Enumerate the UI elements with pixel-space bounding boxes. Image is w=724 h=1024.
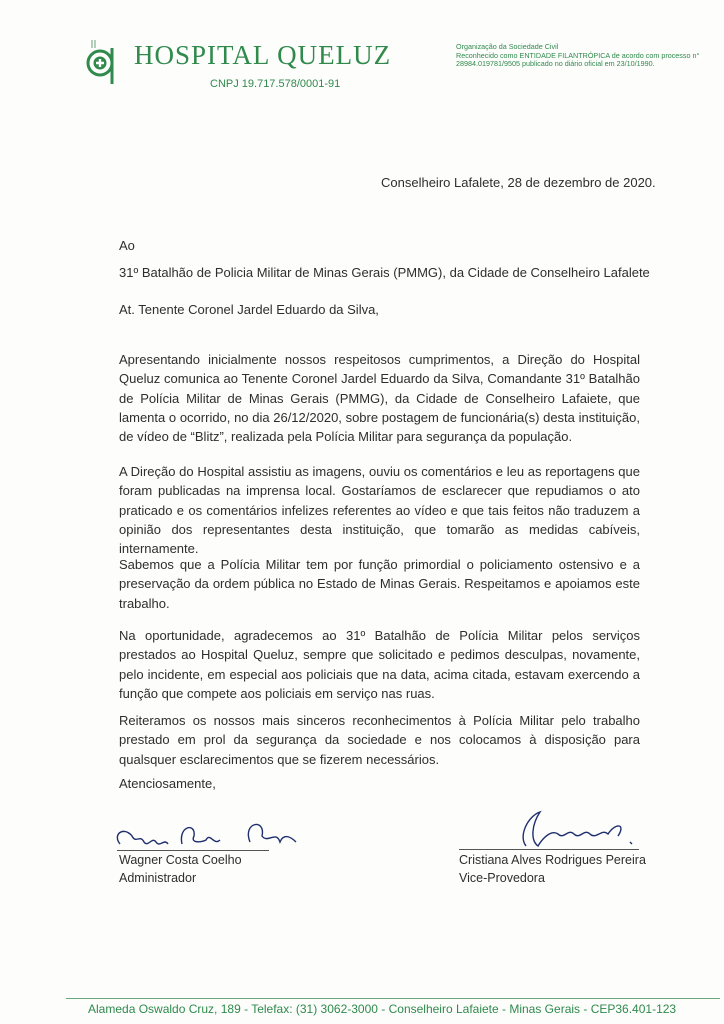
signature-cristiana — [508, 806, 648, 854]
footer-divider — [66, 998, 720, 999]
signer-name: Cristiana Alves Rodrigues Pereira — [459, 853, 646, 867]
closing: Atenciosamente, — [119, 776, 216, 791]
organization-info — [456, 43, 716, 69]
cnpj: CNPJ 19.717.578/0001-91 — [210, 78, 341, 90]
hospital-name: HOSPITAL QUELUZ — [134, 40, 392, 70]
date-line: Conselheiro Lafalete, 28 de dezembro de 2020. — [381, 175, 656, 190]
signer-role: Vice-Provedora — [459, 871, 545, 885]
salutation: Ao — [119, 238, 135, 253]
recipient: 31º Batalhão de Policia Militar de Minas Gerais (PMMG), da Cidade de Conselheiro Lafalete — [119, 265, 650, 280]
paragraph: A Direção do Hospital assistiu as imagens, ouviu os comentários e leu as reportagens que foram publicadas na imprensa local. Gostaríamos de esclarecer que repudiamos o ato praticado e os comentários infelizes referentes ao vídeo e que tais feitos não traduzem a opinião dos representantes desta instituição, que tomarão as medidas cabíveis, internamente. — [119, 464, 640, 557]
attention-line: At. Tenente Coronel Jardel Eduardo da Silva, — [119, 302, 379, 317]
paragraph: Reiteramos os nossos mais sinceros reconhecimentos à Polícia Militar pelo trabalho prestado em prol da segurança da sociedade e nos colocamos à disposição para qualsquer esclarecimentos que se fizerem necessários. — [119, 713, 640, 767]
paragraph: Sabemos que a Polícia Militar tem por função primordial o policiamento ostensivo e a preservação da ordem pública no Estado de Minas Gerais. Respeitamos e apoiamos este trabalho. — [119, 557, 640, 611]
signer-role: Administrador — [119, 871, 197, 885]
org-line: 28984.019781/9505 publicado no diário oficial em 23/10/1990. — [456, 59, 655, 68]
paragraph: Na oportunidade, agradecemos ao 31º Batalhão de Polícia Militar pelos serviços prestados ao Hospital Queluz, sempre que solicitado e pedimos desculpas, novamente, pelo incidente, em especial aos policiais que na data, acima citada, estavam exercendo a função que compete aos policiais em serviço nas ruas. — [119, 628, 640, 701]
footer-address: Alameda Oswaldo Cruz, 189 - Telefax: (31) 3062-3000 - Conselheiro Lafaiete - Minas Gerais - CEP36.401-123 — [88, 1002, 677, 1016]
signature-line — [459, 849, 639, 850]
signature-line — [117, 850, 269, 851]
org-line: Reconhecido como ENTIDADE FILANTRÓPICA de acordo com processo n° — [456, 50, 700, 60]
hospital-logo-icon — [84, 38, 124, 86]
signer-name: Wagner Costa Coelho — [119, 853, 242, 867]
paragraph: Apresentando inicialmente nossos respeitosos cumprimentos, a Direção do Hospital Queluz comunica ao Tenente Coronel Jardel Eduardo da Silva, Comandante 31º Batalhão de Polícia Militar de Minas Gerais (PMMG), da Cidade de Conselheiro Lafaiete, que lamenta o ocorrido, no dia 26/12/2020, sobre postagem de funcionária(s) desta instituição, de vídeo de “Blitz”, realizada pela Polícia Militar para segurança da população. — [119, 352, 640, 445]
org-line: Organização da Sociedade Civil — [456, 42, 559, 51]
